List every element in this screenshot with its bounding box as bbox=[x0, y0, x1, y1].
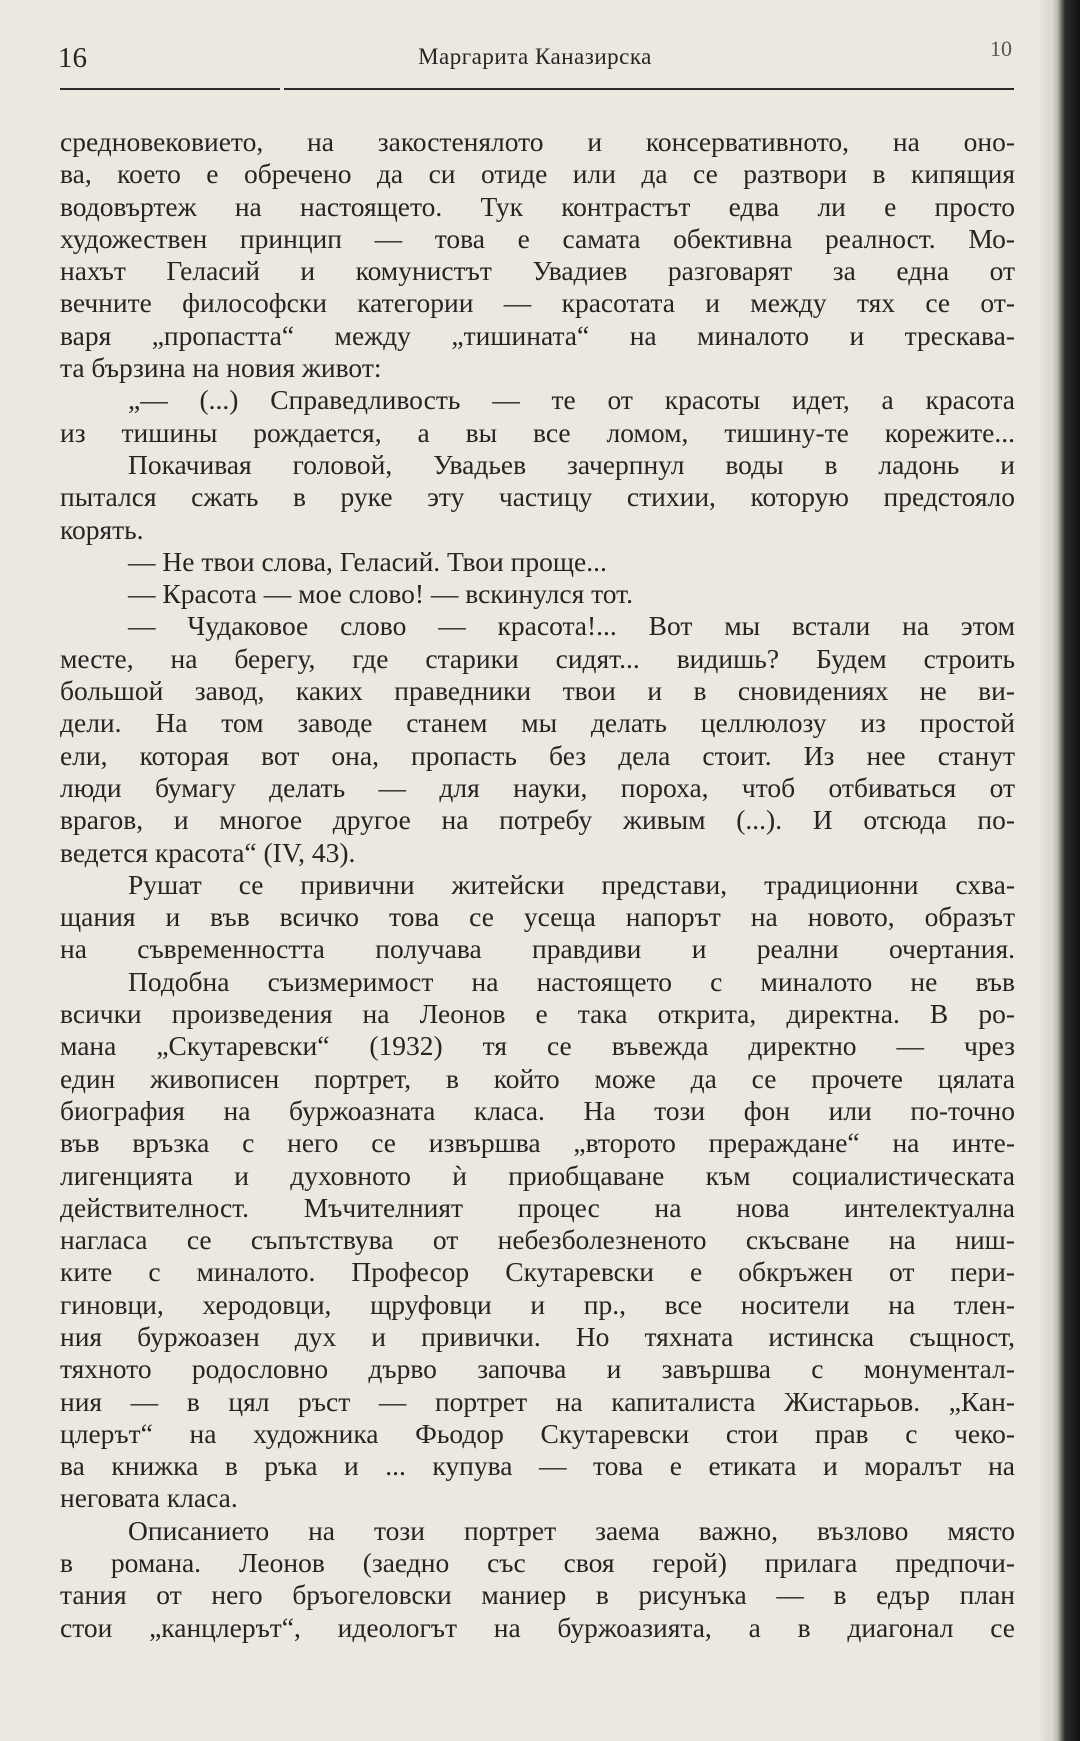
page-gutter-shadow bbox=[1038, 0, 1050, 1741]
header-rule bbox=[60, 88, 280, 90]
text-line: мана „Скутаревски“ (1932) тя се въвежда директно — чрез bbox=[60, 1030, 1015, 1062]
text-line: в романа. Леонов (заедно със своя герой) прилага предпочи- bbox=[60, 1547, 1015, 1579]
text-line: във връзка с него се извършва „второто прераждане“ на инте- bbox=[60, 1127, 1015, 1159]
text-line: Покачивая головой, Увадьев зачерпнул воды в ладонь и bbox=[128, 448, 1015, 480]
text-line: ели, которая вот она, пропасть без дела стоит. Из нее станут bbox=[60, 739, 1015, 771]
text-line: биография на буржоазната класа. На този фон или по-точно bbox=[60, 1094, 1015, 1126]
page-number: 16 bbox=[58, 42, 87, 74]
text-line: стои „канцлерът“, идеологът на буржоазията, а в диагонал се bbox=[60, 1611, 1015, 1643]
text-line: художествен принцип — това е самата обективна реалност. Мо- bbox=[60, 222, 1015, 254]
text-line: щания и във всичко това се усеща напорът на новото, образът bbox=[60, 901, 1015, 933]
text-line: ния буржоазен дух и привички. Но тяхната истинска същност, bbox=[60, 1320, 1015, 1352]
text-line: тания от него бръогеловски маниер в рисунъка — в едър план bbox=[60, 1579, 1015, 1611]
body-text bbox=[60, 126, 1015, 1644]
text-line: люди бумагу делать — для науки, пороха, чтоб отбиваться от bbox=[60, 771, 1015, 803]
text-line: вечните философски категории — красотата и между тях се от- bbox=[60, 287, 1015, 319]
text-line: корять. bbox=[60, 513, 144, 545]
text-line: — Красота — мое слово! — вскинулся тот. bbox=[128, 578, 633, 610]
text-line: месте, на берегу, где старики сидят... видишь? Будем строить bbox=[60, 642, 1015, 674]
book-binding-edge bbox=[1050, 0, 1080, 1741]
text-line: дели. На том заводе станем мы делать целлюлозу из простой bbox=[60, 707, 1015, 739]
text-line: ва, което е обречено да си отиде или да се разтвори в кипящия bbox=[60, 158, 1015, 190]
text-line: действителност. Мъчителният процес на нова интелектуална bbox=[60, 1191, 1015, 1223]
corner-mark: 10 bbox=[990, 36, 1012, 61]
text-line: из тишины рождается, а вы все ломом, тишину-те корежите... bbox=[60, 416, 1015, 448]
text-line: всички произведения на Леонов е така открита, директна. В ро- bbox=[60, 998, 1015, 1030]
text-line: врагов, и многое другое на потребу живым (...). И отсюда по- bbox=[60, 804, 1015, 836]
text-line: на съвременността получава правдиви и реални очертания. bbox=[60, 933, 1015, 965]
text-line: Подобна съизмеримост на настоящето с миналото не във bbox=[128, 965, 1015, 997]
text-line: ния — в цял ръст — портрет на капиталиста Жистарьов. „Кан- bbox=[60, 1385, 1015, 1417]
text-line: ките с миналото. Професор Скутаревски е обкръжен от пери- bbox=[60, 1256, 1015, 1288]
text-line: един живописен портрет, в който може да се прочете цялата bbox=[60, 1062, 1015, 1094]
text-line: лигенцията и духовното ѝ приобщаване към социалистическата bbox=[60, 1159, 1015, 1191]
text-line: неговата класа. bbox=[60, 1482, 238, 1514]
text-line: нахът Геласий и комунистът Увадиев разговарят за една от bbox=[60, 255, 1015, 287]
text-line: нагласа се съпътствува от небезболезненото скъсване на ниш- bbox=[60, 1224, 1015, 1256]
text-line: Рушат се привични житейски представи, традиционни схва- bbox=[128, 868, 1015, 900]
text-line: ва книжка в ръка и ... купува — това е етиката и моралът на bbox=[60, 1450, 1015, 1482]
text-line: гиновци, херодовци, щруфовци и пр., все носители на тлен- bbox=[60, 1288, 1015, 1320]
text-line: цлерът“ на художника Фьодор Скутаревски стои прав с чеко- bbox=[60, 1417, 1015, 1449]
text-line: ведется красота“ (IV, 43). bbox=[60, 836, 356, 868]
text-line: Описанието на този портрет заема важно, възлово място bbox=[128, 1514, 1015, 1546]
text-line: большой завод, каких праведники твои и в сновидениях не ви- bbox=[60, 675, 1015, 707]
text-line: „— (...) Справедливость — те от красоты идет, а красота bbox=[128, 384, 1015, 416]
text-line: — Не твои слова, Геласий. Твои проще... bbox=[128, 545, 607, 577]
text-line: тяхното родословно дърво започва и завършва с монументал- bbox=[60, 1353, 1015, 1385]
text-line: — Чудаковое слово — красота!... Вот мы встали на этом bbox=[128, 610, 1015, 642]
running-title: Маргарита Каназирска bbox=[418, 44, 652, 69]
text-line: та бързина на новия живот: bbox=[60, 352, 382, 384]
text-line: пытался сжать в руке эту частицу стихии, которую предстояло bbox=[60, 481, 1015, 513]
text-line: варя „пропастта“ между „тишината“ на миналото и трескава- bbox=[60, 319, 1015, 351]
text-line: средновековието, на закостенялото и консервативното, на оно- bbox=[60, 126, 1015, 157]
header-rule bbox=[284, 88, 1014, 90]
text-line: водовъртеж на настоящето. Тук контрастът едва ли е просто bbox=[60, 190, 1015, 222]
